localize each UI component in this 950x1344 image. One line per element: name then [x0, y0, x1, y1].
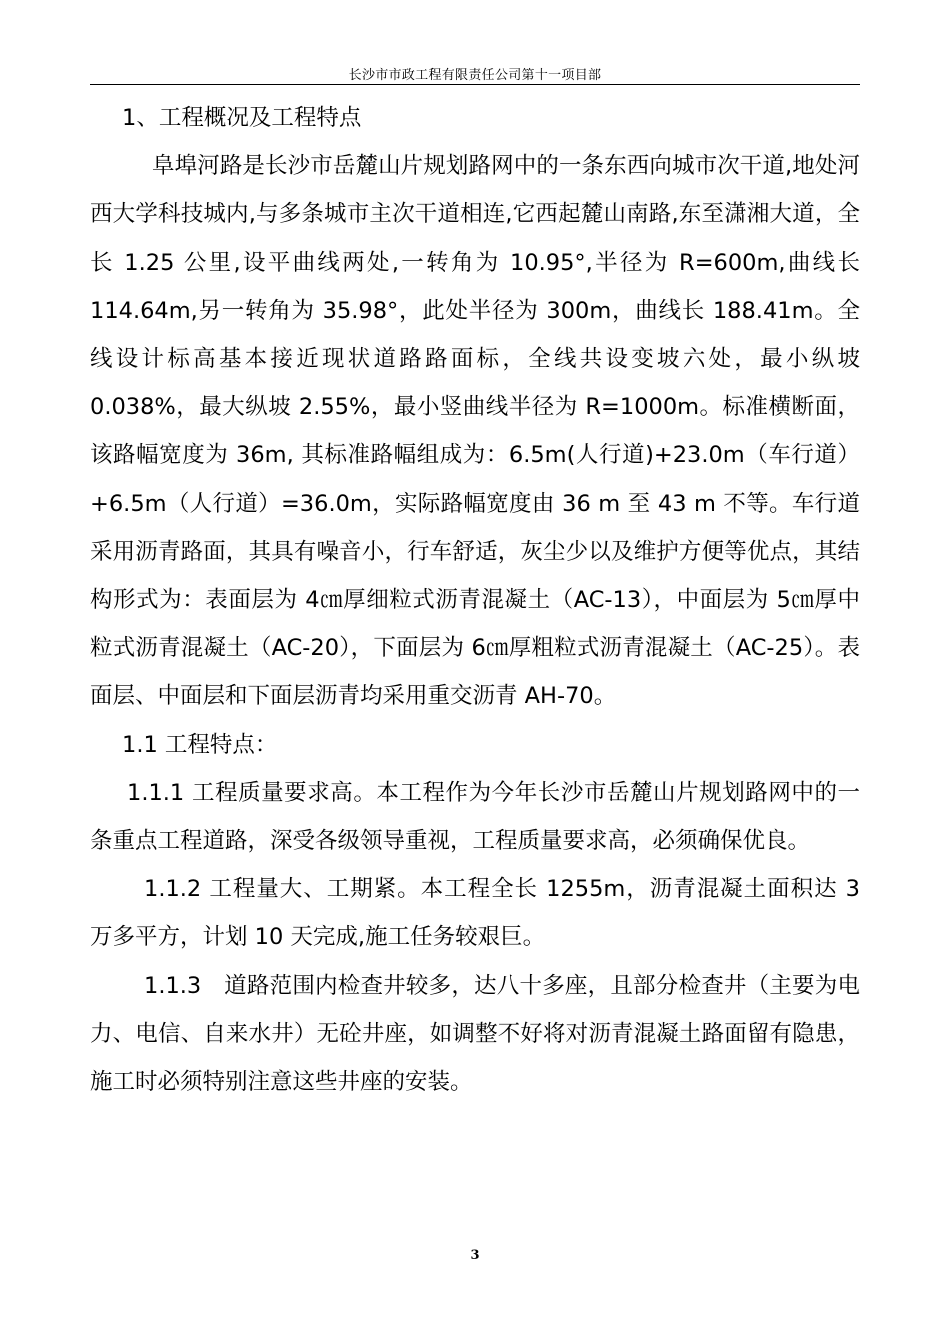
header-divider [90, 84, 860, 85]
feature-paragraph: 1.1.1 工程质量要求高。本工程作为今年长沙市岳麓山片规划路网中的一条重点工程道路，深受各级领导重视，工程质量要求高，必须确保优良。 [90, 779, 860, 855]
overview-paragraph: 阜埠河路是长沙市岳麓山片规划路网中的一条东西向城市次干道,地处河西大学科技城内,与多条城市主次干道相连,它西起麓山南路,东至潇湘大道，全长 1.25 公里,设平曲线两处,一转角为 10.95°,半径为 R=600m,曲线长 114.64m,另一转角为 35.98°，此处半径为 300m，曲线长 188.41m。全线设计标高基本接近现状道路路面标，全线共设变坡六处，最小纵坡 0.038%，最大纵坡 2.55%，最小竖曲线半径为 R=1000m。标准横断面，该路幅宽度为 36m, 其标准路幅组成为：6.5m(人行道)+23.0m（车行道）+6.5m（人行道）=36.0m，实际路幅宽度由 36 m 至 43 m 不等。车行道采用沥青路面，其具有噪音小，行车舒适，灰尘少以及维护方便等优点，其结构形式为：表面层为 4㎝厚细粒式沥青混凝土（AC-13），中面层为 5㎝厚中粒式沥青混凝土（AC-20），下面层为 6㎝厚粗粒式沥青混凝土（AC-25）。表面层、中面层和下面层沥青均采用重交沥青 AH-70。 [90, 153, 860, 710]
running-header: 长沙市市政工程有限责任公司第十一项目部 [348, 68, 602, 83]
feature-paragraph: 1.1.3 道路范围内检查井较多，达八十多座，且部分检查井（主要为电力、电信、自来水井）无砼井座，如调整不好将对沥青混凝土路面留有隐患，施工时必须特别注意这些井座的安装。 [90, 972, 860, 1096]
feature-paragraph: 1.1.2 工程量大、工期紧。本工程全长 1255m，沥青混凝土面积达 3 万多平方，计划 10 天完成,施工任务较艰巨。 [90, 876, 860, 951]
page-number: 3 [470, 1248, 480, 1263]
subsection-heading: 1.1 工程特点： [122, 731, 278, 758]
section-heading: 1、工程概况及工程特点 [122, 105, 362, 131]
body-text [90, 94, 860, 1106]
